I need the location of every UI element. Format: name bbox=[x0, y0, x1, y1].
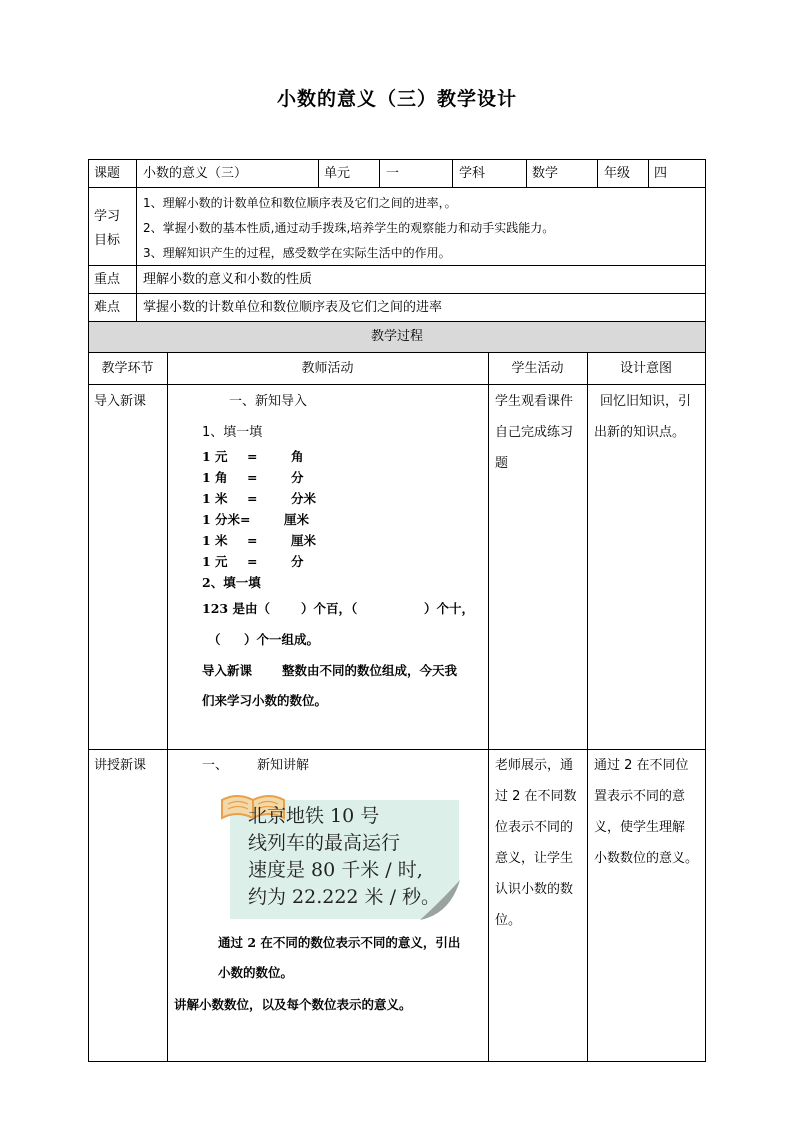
goals-label-1: 学习 bbox=[94, 209, 121, 224]
fill-eq: = bbox=[247, 449, 258, 464]
stage-intro: 导入新课 bbox=[94, 394, 147, 409]
student-activity: 自己完成练习 bbox=[495, 425, 574, 440]
student-activity: 位表示不同的 bbox=[495, 820, 574, 835]
design-intent: 置表示不同的意 bbox=[594, 789, 686, 804]
process-header: 教学过程 bbox=[370, 329, 423, 344]
teach-note: 小数的数位。 bbox=[218, 965, 294, 980]
fill-left: 1 米 bbox=[202, 533, 228, 548]
fill-eq: = bbox=[247, 554, 258, 569]
question-part: ）个十， bbox=[424, 601, 475, 616]
section-title: 新知讲解 bbox=[257, 758, 310, 773]
key-point-value: 理解小数的意义和小数的性质 bbox=[143, 272, 313, 287]
section-title: 一、新知导入 bbox=[229, 394, 308, 409]
card-line: 速度是 80 千米 / 时, bbox=[248, 859, 423, 881]
grade-label: 年级 bbox=[604, 166, 631, 181]
col-student: 学生活动 bbox=[511, 361, 564, 376]
fill-left: 1 米 bbox=[202, 491, 228, 506]
design-intent: 通过 2 在不同位 bbox=[594, 758, 689, 773]
student-activity: 认识小数的数 bbox=[495, 882, 574, 897]
question-part: （ bbox=[208, 632, 221, 647]
section-num: 一、 bbox=[202, 758, 229, 773]
question-part: 123 是由（ bbox=[202, 601, 270, 616]
student-activity: 意义，让学生 bbox=[495, 851, 574, 866]
subject-value: 数学 bbox=[532, 166, 559, 181]
teach-note: 讲解小数数位，以及每个数位表示的意义。 bbox=[174, 997, 412, 1012]
fill-eq: = bbox=[247, 470, 258, 485]
intro-text: 整数由不同的数位组成，今天我 bbox=[282, 663, 458, 678]
student-activity: 题 bbox=[495, 456, 509, 471]
design-intent: 出新的知识点。 bbox=[594, 425, 686, 440]
fill-unit: 分 bbox=[291, 470, 304, 485]
subject-label: 学科 bbox=[459, 166, 486, 181]
col-intent: 设计意图 bbox=[619, 361, 672, 376]
design-intent: 回忆旧知识，引 bbox=[600, 394, 692, 409]
card-line: 约为 22.222 米 / 秒。 bbox=[248, 886, 441, 908]
unit-value: 一 bbox=[386, 166, 400, 181]
course-value: 小数的意义（三） bbox=[143, 166, 248, 181]
goal-item: 1、理解小数的计数单位和数位顺序表及它们之间的进率，。 bbox=[143, 196, 457, 210]
fill-eq: = bbox=[247, 533, 258, 548]
page-title: 小数的意义（三）教学设计 bbox=[276, 88, 517, 110]
student-activity: 学生观看课件 bbox=[495, 394, 574, 409]
fill-unit: 角 bbox=[291, 449, 304, 464]
stage-teach: 讲授新课 bbox=[94, 758, 147, 773]
fill-unit: 厘米 bbox=[284, 512, 310, 527]
teach-note: 通过 2 在不同的数位表示不同的意义，引出 bbox=[218, 935, 461, 950]
fill-left: 1 角 bbox=[202, 470, 228, 485]
difficulty-value: 掌握小数的计数单位和数位顺序表及它们之间的进率 bbox=[143, 300, 443, 315]
student-activity: 位。 bbox=[495, 913, 522, 928]
fill-unit: 分 bbox=[291, 554, 304, 569]
fill2-title: 2、填一填 bbox=[202, 575, 261, 590]
difficulty-label: 难点 bbox=[94, 300, 121, 315]
intro-text: 们来学习小数的数位。 bbox=[202, 693, 328, 708]
design-intent: 义，使学生理解 bbox=[594, 820, 686, 835]
card-line: 北京地铁 10 号 bbox=[248, 805, 380, 827]
design-intent: 小数数位的意义。 bbox=[594, 851, 699, 866]
student-activity: 过 2 在不同数 bbox=[495, 789, 577, 804]
goals-label-2: 目标 bbox=[94, 233, 121, 248]
intro-label: 导入新课 bbox=[202, 663, 253, 678]
fill-left: 1 元 bbox=[202, 449, 228, 464]
fill-unit: 分米 bbox=[291, 491, 317, 506]
fill-eq: = bbox=[247, 491, 258, 506]
goal-item: 3、理解知识产生的过程，感受数学在实际生活中的作用。 bbox=[143, 246, 451, 260]
col-stage: 教学环节 bbox=[101, 361, 154, 376]
question-part: ）个百，（ bbox=[301, 601, 358, 616]
fill-left: 1 分米= bbox=[202, 512, 251, 527]
student-activity: 老师展示，通 bbox=[495, 758, 574, 773]
unit-label: 单元 bbox=[324, 166, 351, 181]
course-label: 课题 bbox=[94, 166, 121, 181]
col-teacher: 教师活动 bbox=[301, 361, 354, 376]
goal-item: 2、掌握小数的基本性质,通过动手拨珠,培养学生的观察能力和动手实践能力。 bbox=[143, 221, 555, 235]
grade-value: 四 bbox=[654, 166, 668, 181]
key-point-label: 重点 bbox=[94, 272, 121, 287]
card-line: 线列车的最高运行 bbox=[248, 832, 401, 854]
fill-left: 1 元 bbox=[202, 554, 228, 569]
fill-unit: 厘米 bbox=[291, 533, 317, 548]
question-part: ）个一组成。 bbox=[244, 632, 320, 647]
fill-title: 1、填一填 bbox=[202, 425, 263, 440]
